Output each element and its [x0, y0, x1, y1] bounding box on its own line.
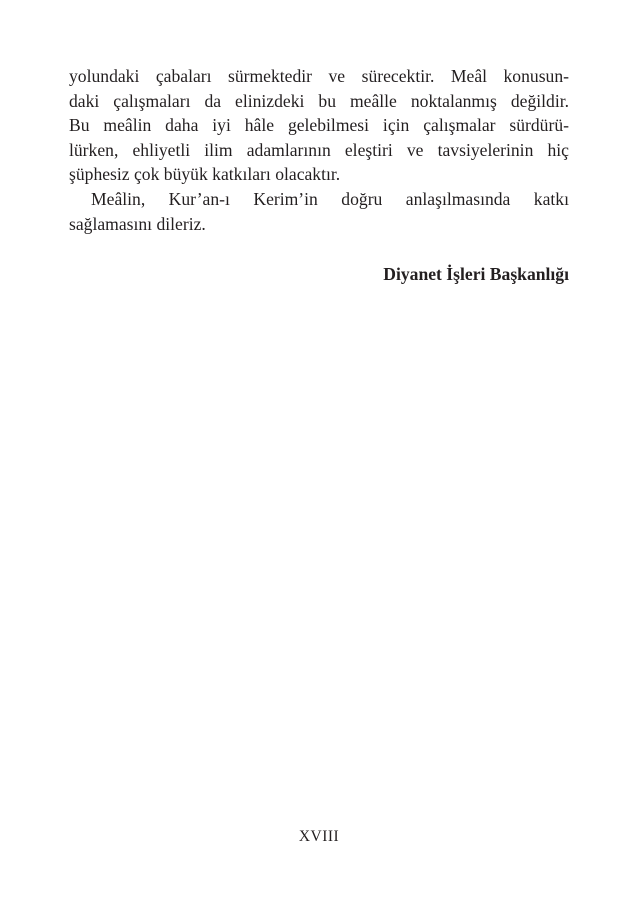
text-line: daki çalışmaları da elinizdeki bu meâlle noktalanmış değildir. [69, 90, 569, 111]
paragraph-2 [69, 187, 569, 236]
signature: Diyanet İşleri Başkanlığı [383, 264, 569, 284]
text-line: şüphesiz çok büyük katkıları olacaktır. [69, 164, 341, 185]
paragraph-1 [69, 64, 569, 187]
page-number: XVIII [298, 828, 340, 845]
text-line: yolundaki çabaları sürmektedir ve sürecektir. Meâl konusun- [69, 66, 569, 86]
text-line: lürken, ehliyetli ilim adamlarının eleştiri ve tavsiyelerinin hiç [69, 139, 569, 160]
text-line: Meâlin, Kur’an-ı Kerim’in doğru anlaşılmasında katkı [91, 188, 569, 209]
text-line: sağlamasını dileriz. [69, 213, 206, 234]
body-text [69, 64, 569, 236]
text-line: Bu meâlin daha iyi hâle gelebilmesi için çalışmalar sürdürü- [69, 115, 569, 136]
